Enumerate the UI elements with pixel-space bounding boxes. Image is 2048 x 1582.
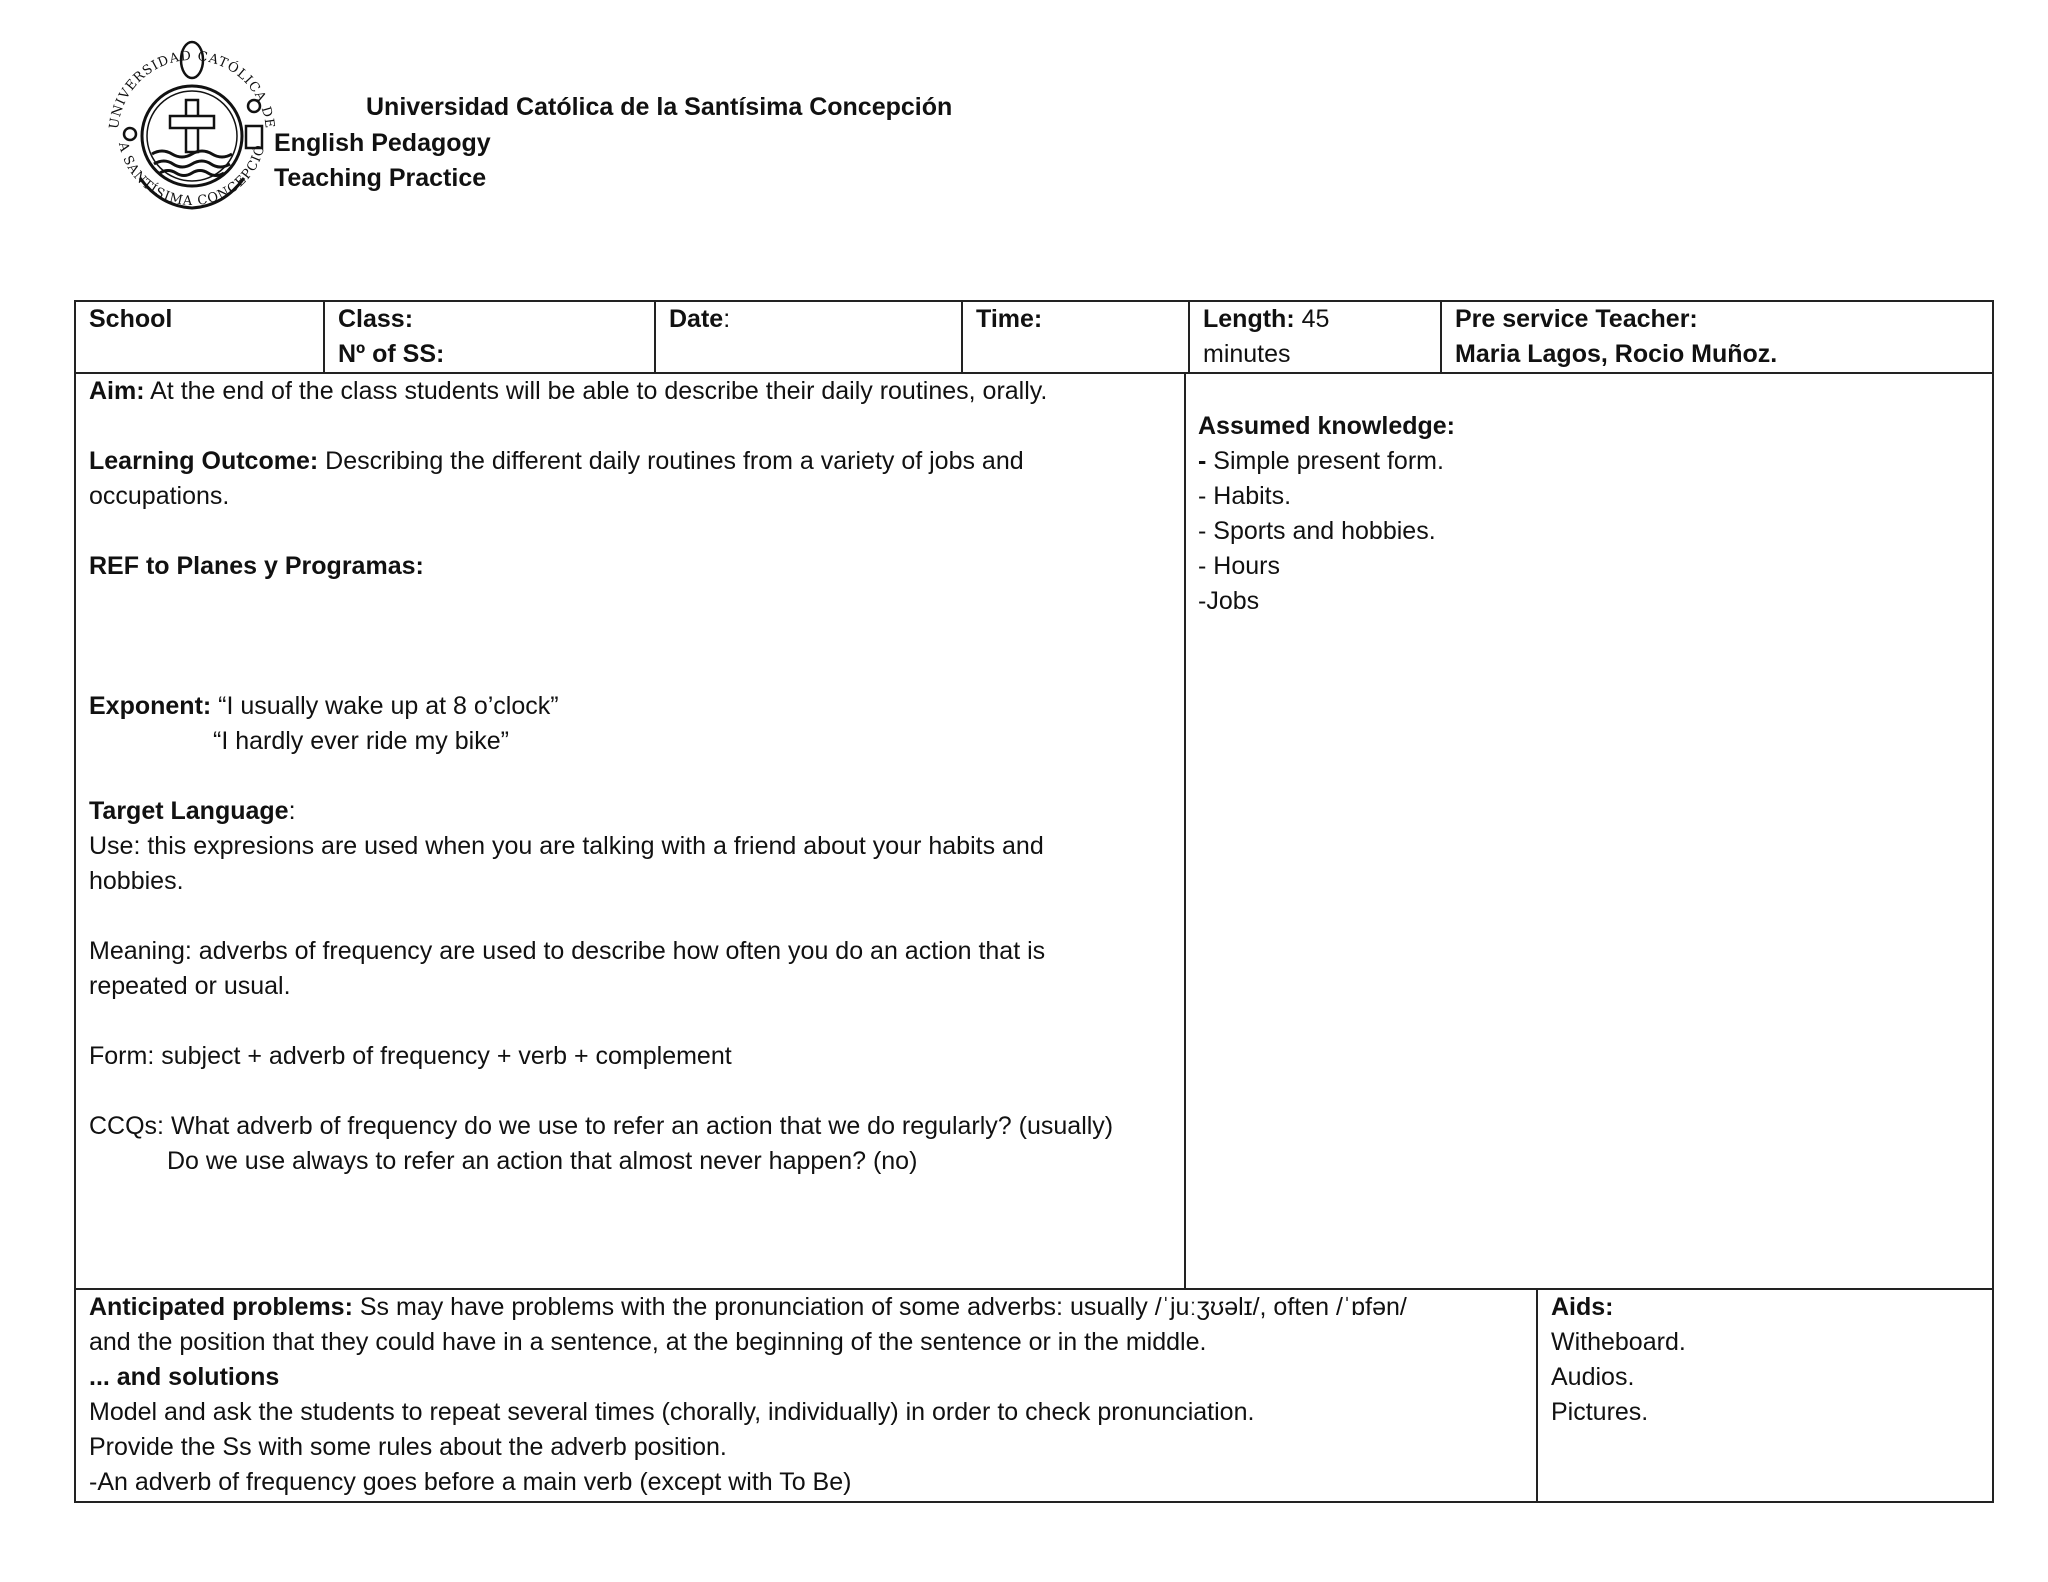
table-divider bbox=[961, 300, 963, 374]
time-cell bbox=[976, 302, 1042, 337]
teacher-label: Pre service Teacher: bbox=[1455, 305, 1698, 333]
learning-outcome-label: Learning Outcome: bbox=[89, 447, 319, 475]
exponent-example-1: “I usually wake up at 8 o’clock” bbox=[211, 692, 559, 720]
aim-text: At the end of the class students will be able to describe their daily routines, orally. bbox=[144, 377, 1048, 405]
length-unit: minutes bbox=[1203, 340, 1291, 368]
list-item: - Habits. bbox=[1198, 482, 1292, 510]
class-cell bbox=[338, 302, 444, 372]
school-cell bbox=[89, 302, 172, 337]
exponent-label: Exponent: bbox=[89, 692, 212, 720]
list-item: -Jobs bbox=[1198, 587, 1260, 615]
meaning-text-cont: repeated or usual. bbox=[89, 972, 291, 1000]
date-colon: : bbox=[723, 305, 731, 333]
time-label: Time: bbox=[976, 305, 1043, 333]
ccq-2: Do we use always to refer an action that almost never happen? (no) bbox=[167, 1147, 918, 1175]
table-border-left bbox=[74, 300, 76, 1503]
table-divider bbox=[323, 300, 325, 374]
aid-item: Pictures. bbox=[1551, 1398, 1649, 1426]
length-label: Length: bbox=[1203, 305, 1295, 333]
anticipated-problems-cell bbox=[89, 1290, 1407, 1500]
length-cell bbox=[1203, 302, 1329, 372]
svg-text:LA SANTÍSIMA CONCEPCIÓN: A SANTÍSIMA CONCEPCIÓ bbox=[114, 140, 269, 210]
table-divider bbox=[654, 300, 656, 374]
table-divider bbox=[1184, 372, 1186, 1290]
anticipated-problems-text: Ss may have problems with the pronunciation of some adverbs: usually /ˈjuːʒʊəlɪ/, often /ˈɒfən/ bbox=[352, 1293, 1407, 1321]
teacher-names: Maria Lagos, Rocio Muñoz. bbox=[1455, 340, 1778, 368]
use-text: Use: this expresions are used when you are talking with a friend about your habits and bbox=[89, 832, 1044, 860]
table-divider bbox=[1188, 300, 1190, 374]
aids-label: Aids: bbox=[1551, 1293, 1614, 1321]
target-language-label: Target Language bbox=[89, 797, 289, 825]
aid-item: Witheboard. bbox=[1551, 1328, 1686, 1356]
ref-planes-label: REF to Planes y Programas: bbox=[89, 552, 424, 580]
assumed-knowledge-panel bbox=[1198, 409, 1455, 619]
solutions-label: ... and solutions bbox=[89, 1363, 280, 1391]
exponent-example-2: “I hardly ever ride my bike” bbox=[213, 727, 509, 755]
svg-text:UNIVERSIDAD CATÓLICA DE: UNIVERSIDAD CATÓLICA DE bbox=[107, 48, 277, 130]
use-text-cont: hobbies. bbox=[89, 867, 184, 895]
table-border-bottom bbox=[74, 1501, 1994, 1503]
date-cell bbox=[669, 302, 730, 337]
university-seal-logo bbox=[96, 38, 288, 230]
target-language-colon: : bbox=[288, 797, 296, 825]
solution-item: Provide the Ss with some rules about the adverb position. bbox=[89, 1433, 727, 1461]
num-students-label: Nº of SS: bbox=[338, 340, 445, 368]
solution-item: Model and ask the students to repeat several times (chorally, individually) in order to check pronunciation. bbox=[89, 1398, 1255, 1426]
date-label: Date bbox=[669, 305, 724, 333]
table-divider bbox=[1536, 1288, 1538, 1503]
list-item: - Sports and hobbies. bbox=[1198, 517, 1436, 545]
assumed-knowledge-label: Assumed knowledge: bbox=[1198, 412, 1455, 440]
table-border-right bbox=[1992, 300, 1994, 1503]
course-name: Teaching Practice bbox=[274, 164, 487, 192]
ccq-1: CCQs: What adverb of frequency do we use to refer an action that we do regularly? (usually) bbox=[89, 1112, 1114, 1140]
length-value: 45 bbox=[1294, 305, 1330, 333]
meaning-text: Meaning: adverbs of frequency are used to describe how often you do an action that is bbox=[89, 937, 1046, 965]
program-name: English Pedagogy bbox=[274, 129, 491, 157]
learning-outcome-text-cont: occupations. bbox=[89, 482, 230, 510]
list-item: - Hours bbox=[1198, 552, 1280, 580]
class-label: Class: bbox=[338, 305, 414, 333]
aid-item: Audios. bbox=[1551, 1363, 1635, 1391]
solution-item: -An adverb of frequency goes before a main verb (except with To Be) bbox=[89, 1468, 852, 1496]
learning-outcome-text: Describing the different daily routines from a variety of jobs and bbox=[318, 447, 1024, 475]
lesson-details-panel bbox=[89, 374, 1113, 1179]
form-text: Form: subject + adverb of frequency + verb + complement bbox=[89, 1042, 732, 1070]
aids-cell bbox=[1551, 1290, 1686, 1430]
institution-title: Universidad Católica de la Santísima Concepción bbox=[366, 93, 953, 121]
anticipated-problems-label: Anticipated problems: bbox=[89, 1293, 353, 1321]
anticipated-problems-text-cont: and the position that they could have in a sentence, at the beginning of the sentence or in the middle. bbox=[89, 1328, 1207, 1356]
list-item: - Simple present form. bbox=[1198, 447, 1444, 475]
teacher-cell bbox=[1455, 302, 1777, 372]
table-divider bbox=[1440, 300, 1442, 374]
aim-label: Aim: bbox=[89, 377, 145, 405]
school-label: School bbox=[89, 305, 173, 333]
